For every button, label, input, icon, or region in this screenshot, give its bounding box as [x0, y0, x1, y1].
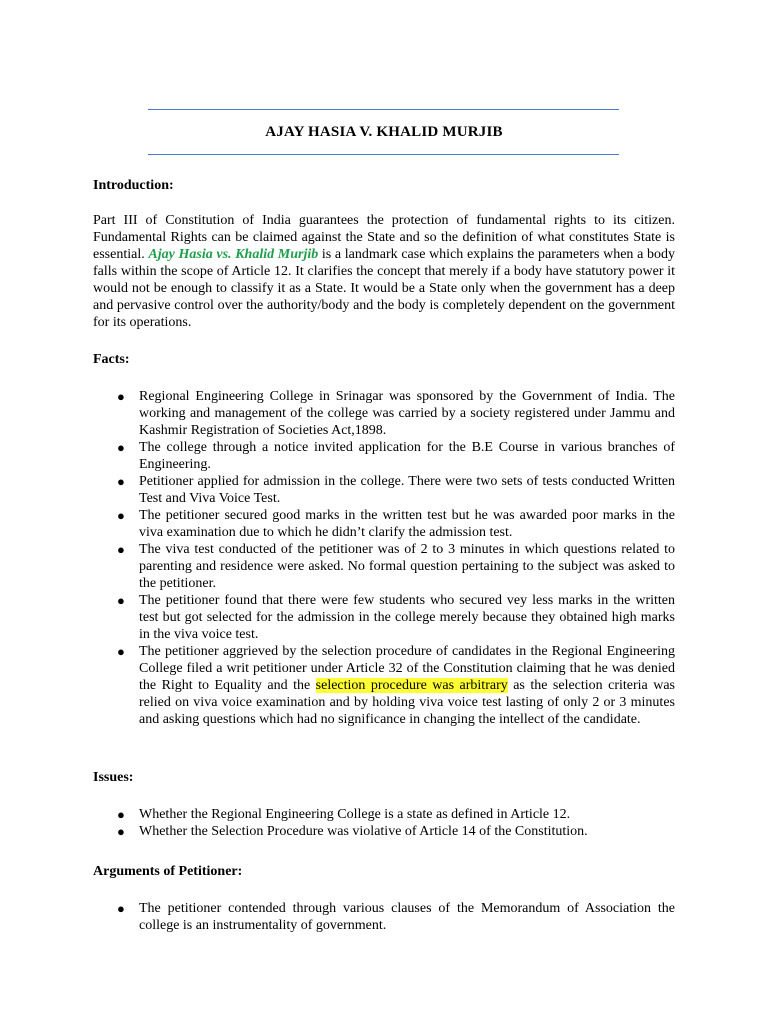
introduction-text-before: Part III of Constitution of India guarantees the protection of fundamental rights to its citizen. Fundamental Rights can be claimed against the State and so the definition of what constitutes State is essential.	[93, 213, 675, 262]
list-item-text-before: The petitioner aggrieved by the selection procedure of candidates in the Regional Engineering College filed a writ petitioner under Article 32 of the Constitution claiming that he was denied the Right to Equality and the	[139, 644, 675, 693]
list-item-text: The petitioner contended through various clauses of the Memorandum of Association the college is an instrumentality of government.	[139, 901, 675, 933]
list-item-text: The petitioner secured good marks in the written test but he was awarded poor marks in the viva examination due to which he didn’t clarify the admission test.	[139, 508, 675, 540]
bullet-icon: ●	[117, 807, 125, 822]
list-item	[93, 806, 675, 823]
list-item	[93, 823, 675, 840]
bullet-icon: ●	[117, 644, 125, 659]
list-item	[93, 439, 675, 473]
list-item-text: Petitioner applied for admission in the college. There were two sets of tests conducted Written Test and Viva Voice Test.	[139, 474, 675, 506]
highlighted-text: selection procedure was arbitrary	[315, 678, 508, 693]
bullet-icon: ●	[117, 389, 125, 404]
introduction-paragraph	[93, 212, 675, 331]
title-rule-bottom	[148, 154, 619, 155]
list-item	[93, 541, 675, 592]
list-item-text: The college through a notice invited application for the B.E Course in various branches of Engineering.	[139, 440, 675, 472]
bullet-icon: ●	[117, 824, 125, 839]
introduction-heading: Introduction:	[93, 178, 174, 193]
list-item	[93, 900, 675, 934]
bullet-icon: ●	[117, 542, 125, 557]
list-item	[93, 473, 675, 507]
document-title: AJAY HASIA V. KHALID MURJIB	[265, 124, 503, 140]
introduction-text-after: is a landmark case which explains the parameters when a body falls within the scope of Article 12. It clarifies the concept that merely if a body have statutory power it would not be enough to classify it as a State. It would be a State only when the government has a deep and pervasive control over the authority/body and the body is completely dependent on the government for its operations.	[93, 247, 675, 330]
list-item	[93, 507, 675, 541]
list-item-text: The petitioner found that there were few students who secured vey less marks in the written test but got selected for the admission in the college merely because they obtained high marks in the viva voice test.	[139, 593, 675, 642]
list-item-text: Whether the Selection Procedure was violative of Article 14 of the Constitution.	[139, 824, 588, 839]
list-item-text: Whether the Regional Engineering College is a state as defined in Article 12.	[139, 807, 571, 822]
bullet-icon: ●	[117, 440, 125, 455]
case-reference: Ajay Hasia vs. Khalid Murjib	[148, 247, 319, 262]
bullet-icon: ●	[117, 593, 125, 608]
bullet-icon: ●	[117, 508, 125, 523]
bullet-icon: ●	[117, 901, 125, 916]
arguments-list	[93, 900, 675, 934]
list-item-text-after: as the selection criteria was relied on viva voice examination and by holding viva voice test lasting of only 2 or 3 minutes and asking questions which had no significance in changing the intellect of the candidate.	[139, 678, 675, 727]
list-item	[93, 592, 675, 643]
bullet-icon: ●	[117, 474, 125, 489]
arguments-heading: Arguments of Petitioner:	[93, 864, 243, 879]
issues-heading: Issues:	[93, 770, 134, 785]
list-item-text: The viva test conducted of the petitioner was of 2 to 3 minutes in which questions related to parenting and residence were asked. No formal question pertaining to the subject was asked to the petitioner.	[139, 542, 675, 591]
list-item	[93, 643, 675, 728]
issues-list	[93, 806, 675, 840]
list-item	[93, 388, 675, 439]
title-rule-top	[148, 109, 619, 110]
list-item-text: Regional Engineering College in Srinagar was sponsored by the Government of India. The working and management of the college was carried by a society registered under Jammu and Kashmir Registration of Societies Act,1898.	[139, 389, 675, 438]
facts-heading: Facts:	[93, 352, 130, 367]
facts-list	[93, 388, 675, 728]
